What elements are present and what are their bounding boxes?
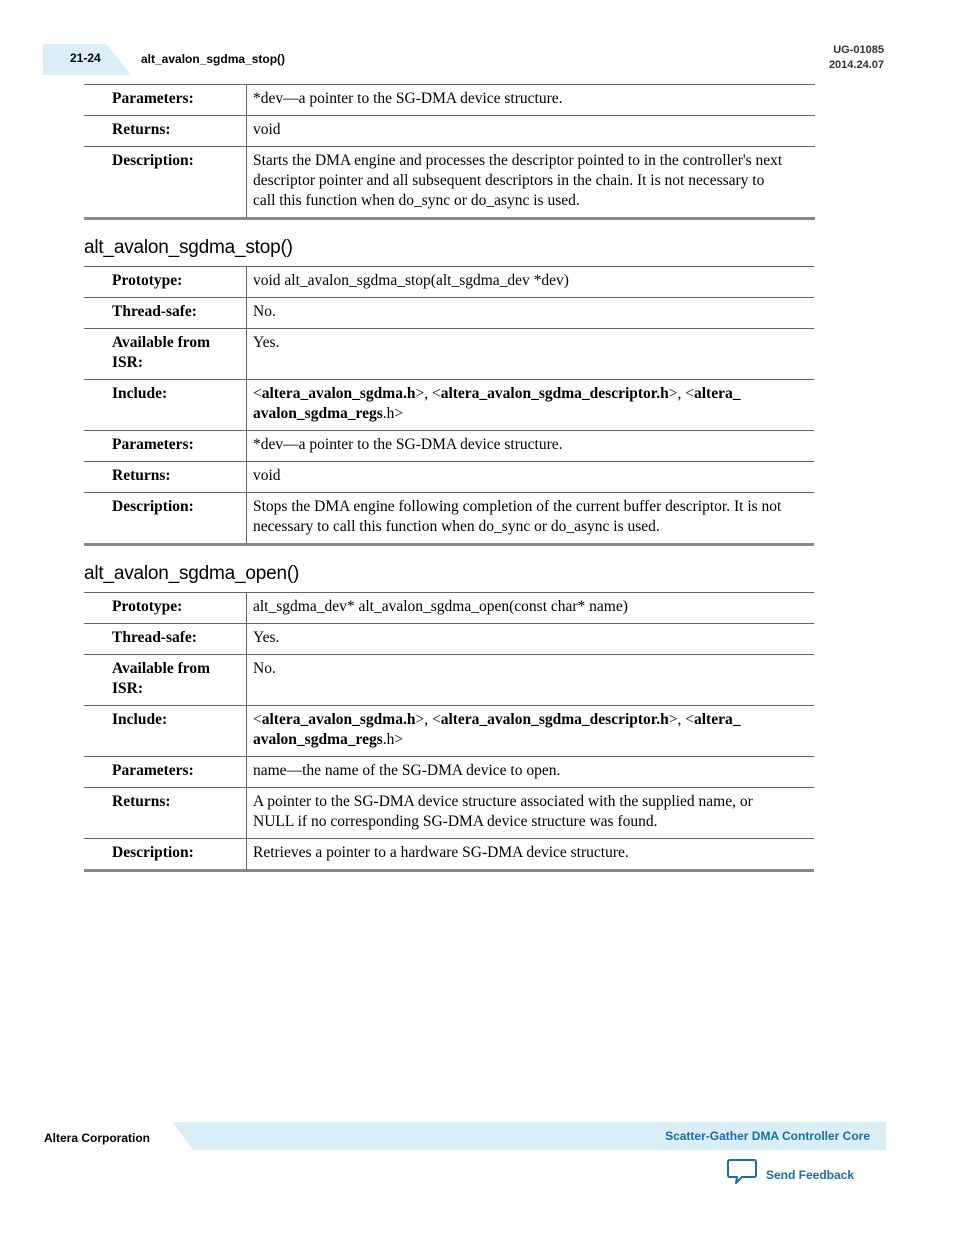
table-row: [84, 839, 814, 871]
include-label: Include:: [84, 380, 247, 431]
include-text: >, <: [415, 385, 441, 402]
include-label: Include:: [84, 706, 247, 757]
row-value: void: [247, 116, 816, 147]
table-row: [84, 788, 814, 839]
table-row: [84, 593, 814, 624]
returns-value: A pointer to the SG-DMA device structure associated with the supplied name, or NULL if no corresponding SG-DMA device structure was found.: [247, 788, 815, 839]
description-value: Stops the DMA engine following completion of the current buffer descriptor. It is not necessary to call this function when do_sync or do_async is used.: [247, 493, 815, 545]
description-value: Retrieves a pointer to a hardware SG-DMA device structure.: [247, 839, 815, 871]
speech-bubble-icon: [727, 1158, 757, 1191]
table-row: [84, 267, 814, 298]
send-feedback-link[interactable]: [727, 1158, 854, 1191]
include-text: .h>: [382, 405, 404, 422]
prototype-value: alt_sgdma_dev* alt_avalon_sgdma_open(const char* name): [247, 593, 815, 624]
row-label: Description:: [84, 147, 247, 219]
table-row: [84, 431, 814, 462]
threadsafe-value: Yes.: [247, 624, 815, 655]
row-label: Parameters:: [84, 85, 247, 116]
include-header-file: altera_ avalon_sgdma_regs: [253, 711, 741, 748]
table-row: [84, 462, 814, 493]
isr-label: Available from ISR:: [84, 655, 247, 706]
include-value: [247, 380, 815, 431]
isr-label: Available from ISR:: [84, 329, 247, 380]
section-heading-open: alt_avalon_sgdma_open(): [84, 563, 300, 584]
stop-function-table: [84, 266, 814, 546]
send-feedback-label: Send Feedback: [766, 1167, 855, 1182]
isr-value: No.: [247, 655, 815, 706]
row-label: Returns:: [84, 116, 247, 147]
section-heading-stop: alt_avalon_sgdma_stop(): [84, 237, 293, 258]
table-row: [84, 493, 814, 545]
parameters-label: Parameters:: [84, 757, 247, 788]
include-header-file: altera_avalon_sgdma.h: [261, 385, 416, 402]
include-header-file: altera_ avalon_sgdma_regs: [253, 385, 741, 422]
returns-label: Returns:: [84, 788, 247, 839]
table-row: [84, 298, 814, 329]
table-row: [84, 329, 814, 380]
returns-value: void: [247, 462, 815, 493]
threadsafe-label: Thread-safe:: [84, 624, 247, 655]
returns-label: Returns:: [84, 462, 247, 493]
prototype-value: void alt_avalon_sgdma_stop(alt_sgdma_dev *dev): [247, 267, 815, 298]
page-number: 21-24: [70, 51, 101, 65]
table-row: [84, 380, 814, 431]
threadsafe-value: No.: [247, 298, 815, 329]
table-row: [84, 655, 814, 706]
table-row: [84, 116, 815, 147]
table-row: [84, 706, 814, 757]
table-row: [84, 624, 814, 655]
parameters-value: name—the name of the SG-DMA device to open.: [247, 757, 815, 788]
include-text: <: [253, 711, 262, 728]
include-text: >, <: [668, 711, 694, 728]
doc-id: UG-01085: [833, 44, 884, 56]
prototype-label: Prototype:: [84, 267, 247, 298]
parameters-value: *dev—a pointer to the SG-DMA device structure.: [247, 431, 815, 462]
threadsafe-label: Thread-safe:: [84, 298, 247, 329]
prev-function-table: [84, 84, 815, 220]
include-text: .h>: [382, 731, 404, 748]
table-row: [84, 147, 815, 219]
isr-value: Yes.: [247, 329, 815, 380]
include-header-file: altera_avalon_sgdma_descriptor.h: [440, 385, 669, 402]
footer-company: Altera Corporation: [44, 1131, 151, 1145]
footer-doc-title[interactable]: Scatter-Gather DMA Controller Core: [665, 1129, 870, 1143]
table-row: [84, 85, 815, 116]
include-header-file: altera_avalon_sgdma_descriptor.h: [440, 711, 669, 728]
include-text: <: [253, 385, 262, 402]
doc-id-block: [829, 43, 884, 73]
parameters-label: Parameters:: [84, 431, 247, 462]
open-function-table: [84, 592, 814, 872]
include-text: >, <: [668, 385, 694, 402]
description-label: Description:: [84, 493, 247, 545]
row-value: Starts the DMA engine and processes the descriptor pointed to in the controller's next descriptor pointer and all subsequent descriptors in the chain. It is not necessary to call this function when do_sync or do_async is used.: [247, 147, 816, 219]
include-text: >, <: [415, 711, 441, 728]
prototype-label: Prototype:: [84, 593, 247, 624]
include-header-file: altera_avalon_sgdma.h: [261, 711, 416, 728]
header-section-title: alt_avalon_sgdma_stop(): [141, 52, 286, 66]
row-value: *dev—a pointer to the SG-DMA device structure.: [247, 85, 816, 116]
description-label: Description:: [84, 839, 247, 871]
table-row: [84, 757, 814, 788]
doc-date: 2014.24.07: [828, 59, 884, 71]
include-value: [247, 706, 815, 757]
